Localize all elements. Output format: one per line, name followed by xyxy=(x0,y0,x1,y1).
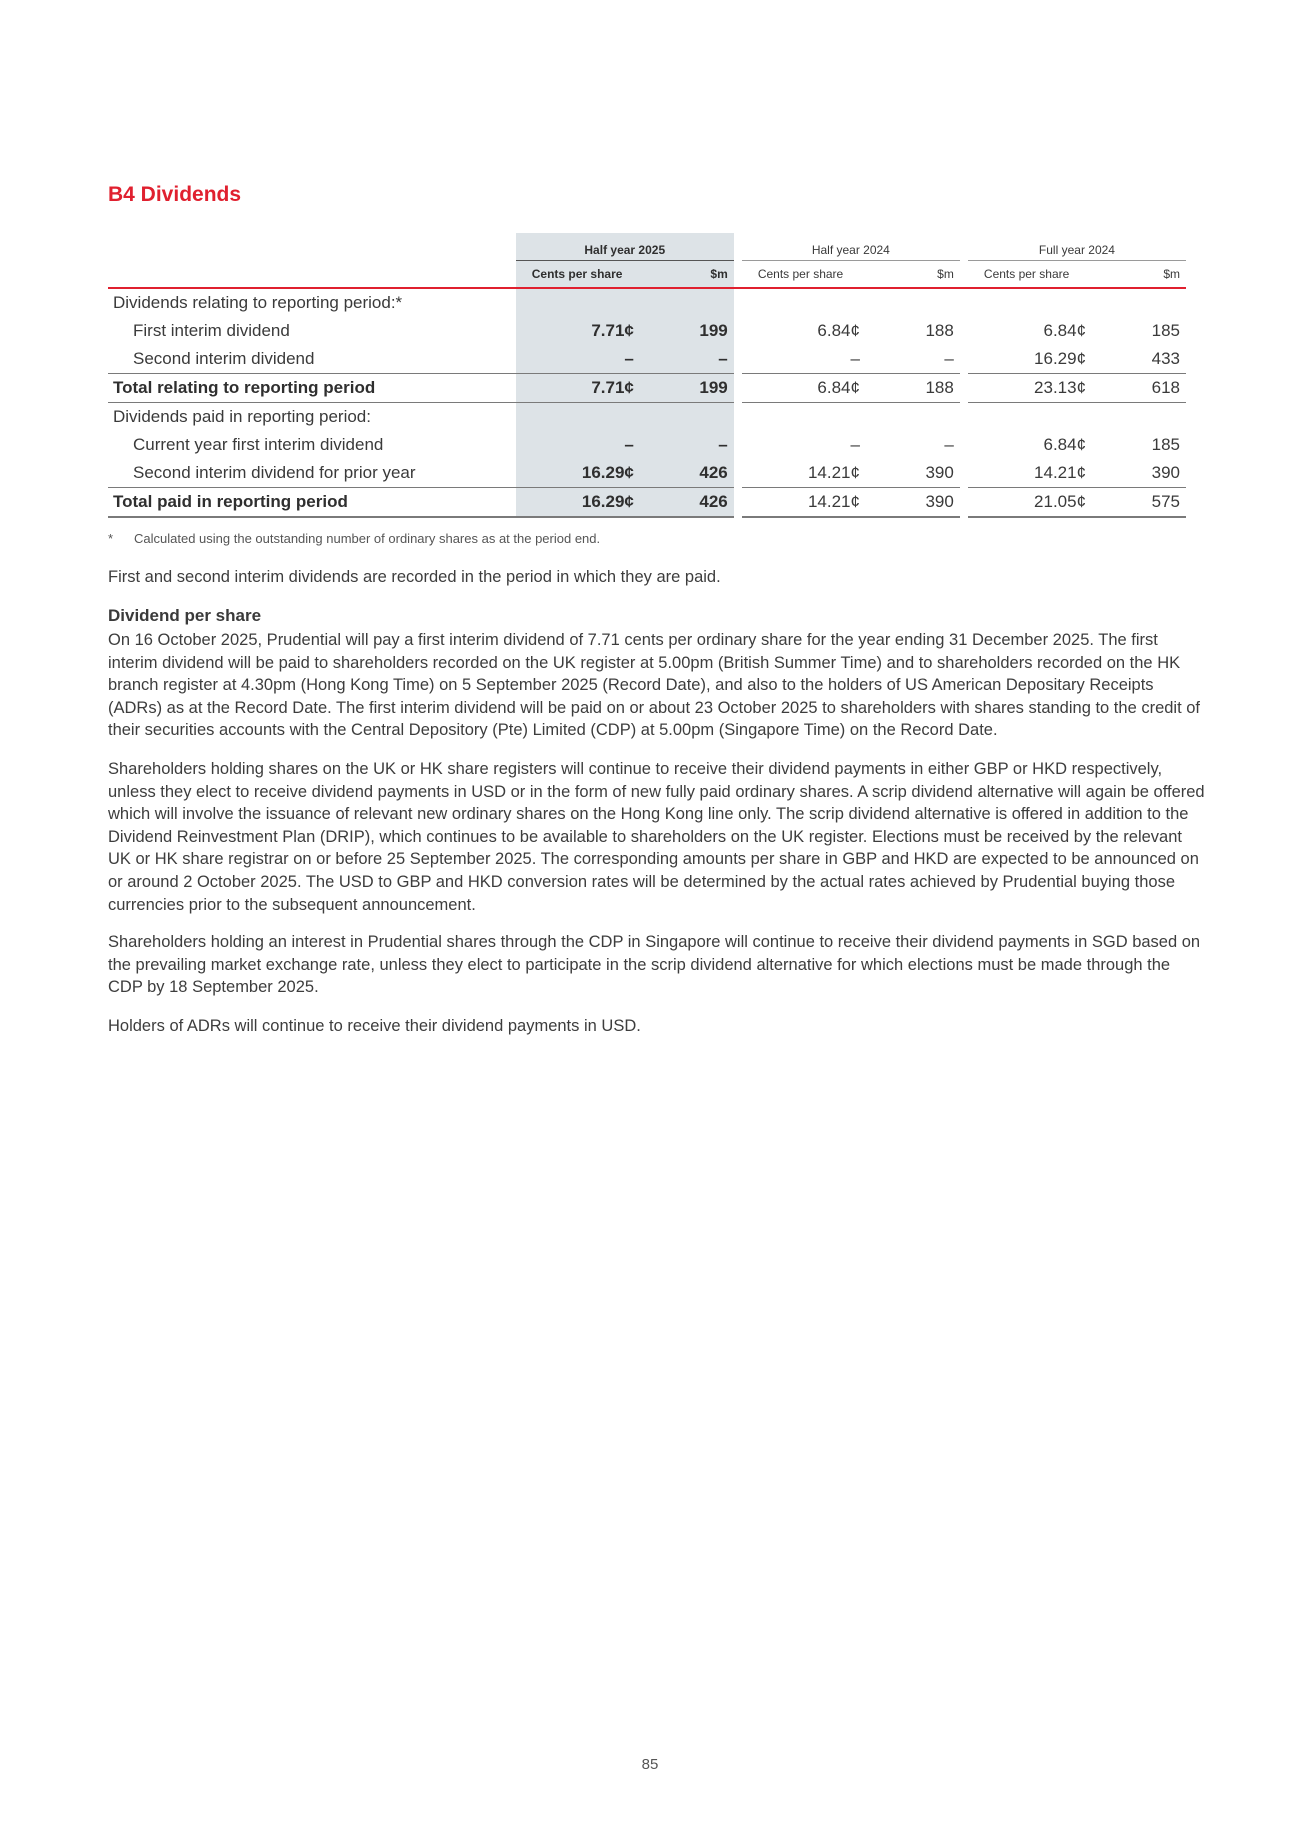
page-number: 85 xyxy=(641,1756,659,1773)
table-cell: – xyxy=(850,349,860,368)
table-row xyxy=(108,288,1186,317)
group-header: Full year 2024 xyxy=(968,233,1186,261)
table-cell: 7.71¢ xyxy=(516,374,640,403)
table-cell: 21.05¢ xyxy=(968,488,1092,518)
intro-paragraph: First and second interim dividends are recorded in the period in which they are paid. xyxy=(108,568,721,586)
body-paragraph: Shareholders holding an interest in Prudential shares through the CDP in Singapore will continue to receive their dividend payments in SGD based on the prevailing market exchange rate, unless they elect to participate in the scrip dividend alternative for which elections must be made through the CDP by 18 September 2025. xyxy=(108,933,1201,997)
table-cell: 6.84¢ xyxy=(1043,321,1087,340)
table-cell: – xyxy=(516,345,640,374)
table-cell: 6.84¢ xyxy=(817,321,860,340)
footnote-marker: * xyxy=(108,531,114,546)
body-paragraph: Shareholders holding shares on the UK or HK share registers will continue to receive their dividend payments in either GBP or HKD respectively, unless they elect to receive dividend payments in USD or in the form of new fully paid ordinary shares. A scrip dividend alternative will again be offered which will involve the issuance of relevant new ordinary shares on the Hong Kong line only. The scrip dividend alternative is offered in addition to the Dividend Reinvestment Plan (DRIP), which continues to be available to shareholders on the UK register. Elections must be received by the relevant UK or HK share registrar on or before 25 September 2025. The corresponding amounts per share in GBP and HKD are expected to be announced on or around 2 October 2025. The USD to GBP and HKD conversion rates will be determined by the actual rates achieved by Prudential buying those currencies prior to the subsequent announcement. xyxy=(108,760,1205,914)
table-cell: 433 xyxy=(1151,349,1180,368)
row-label: Total paid in reporting period xyxy=(108,488,516,518)
table-cell: 14.21¢ xyxy=(742,488,866,518)
footnote xyxy=(108,531,600,546)
table-cell: 390 xyxy=(866,488,960,518)
group-header-row xyxy=(108,233,1186,261)
row-label: First interim dividend xyxy=(133,321,290,340)
table-cell: 426 xyxy=(640,459,734,488)
table-cell: 16.29¢ xyxy=(516,459,640,488)
table-row xyxy=(108,317,1186,345)
table-row-total xyxy=(108,374,1186,403)
column-header-cents: Cents per share xyxy=(742,261,866,289)
column-header-m: $m xyxy=(640,261,734,289)
table-cell: 199 xyxy=(640,374,734,403)
column-header-m: $m xyxy=(1092,261,1186,289)
footnote-text: Calculated using the outstanding number of ordinary shares as at the period end. xyxy=(134,531,601,546)
group-header: Half year 2024 xyxy=(742,233,960,261)
table-cell: 390 xyxy=(1151,463,1180,482)
table-cell: 185 xyxy=(1151,435,1180,454)
table-row xyxy=(108,431,1186,459)
table-row xyxy=(108,403,1186,432)
table-cell: 6.84¢ xyxy=(1043,435,1087,454)
table-cell: 14.21¢ xyxy=(807,463,860,482)
table-cell: 6.84¢ xyxy=(742,374,866,403)
table-row-total xyxy=(108,488,1186,518)
table-cell: 390 xyxy=(925,463,954,482)
table-cell: – xyxy=(850,435,860,454)
table-cell: – xyxy=(640,431,734,459)
table-cell: 426 xyxy=(640,488,734,518)
table-cell: 185 xyxy=(1151,321,1180,340)
dividends-table-container xyxy=(108,233,1186,518)
row-label: Second interim dividend for prior year xyxy=(133,463,416,482)
column-header-cents: Cents per share xyxy=(516,261,640,289)
table-cell: 7.71¢ xyxy=(516,317,640,345)
table-cell: – xyxy=(944,435,954,454)
table-cell: – xyxy=(516,431,640,459)
body-paragraph: Holders of ADRs will continue to receive their dividend payments in USD. xyxy=(108,1017,641,1035)
row-label: Total relating to reporting period xyxy=(108,374,516,403)
table-cell: – xyxy=(944,349,954,368)
table-cell: 23.13¢ xyxy=(968,374,1092,403)
body-paragraph: On 16 October 2025, Prudential will pay a first interim dividend of 7.71 cents per ordinary share for the year ending 31 December 2025. The first interim dividend will be paid to shareholders recorded on the UK register at 5.00pm (British Summer Time) and to shareholders recorded on the HK branch register at 4.30pm (Hong Kong Time) on 5 September 2025 (Record Date), and also to the holders of US American Depositary Receipts (ADRs) as at the Record Date. The first interim dividend will be paid on or about 23 October 2025 to shareholders with shares standing to the credit of their securities accounts with the Central Depository (Pte) Limited (CDP) at 5.00pm (Singapore Time) on the Record Date. xyxy=(108,631,1201,740)
table-cell: 16.29¢ xyxy=(1034,349,1087,368)
section-subheading: Dividend per share xyxy=(108,606,262,625)
table-cell: 575 xyxy=(1092,488,1186,518)
row-label: Current year first interim dividend xyxy=(133,435,384,454)
table-cell: 188 xyxy=(925,321,954,340)
table-cell: – xyxy=(640,345,734,374)
row-label: Dividends paid in reporting period: xyxy=(113,407,371,426)
table-cell: 16.29¢ xyxy=(516,488,640,518)
table-cell: 188 xyxy=(866,374,960,403)
table-row xyxy=(108,345,1186,374)
column-header-row xyxy=(108,261,1186,289)
group-header: Half year 2025 xyxy=(516,233,734,261)
row-label: Second interim dividend xyxy=(133,349,315,368)
table-cell: 618 xyxy=(1092,374,1186,403)
table-row xyxy=(108,459,1186,488)
table-cell: 199 xyxy=(640,317,734,345)
row-label: Dividends relating to reporting period:* xyxy=(113,293,403,312)
table-cell: 14.21¢ xyxy=(1034,463,1087,482)
dividends-table xyxy=(108,233,1186,518)
page-title: B4 Dividends xyxy=(108,183,242,206)
column-header-cents: Cents per share xyxy=(968,261,1092,289)
column-header-m: $m xyxy=(866,261,960,289)
